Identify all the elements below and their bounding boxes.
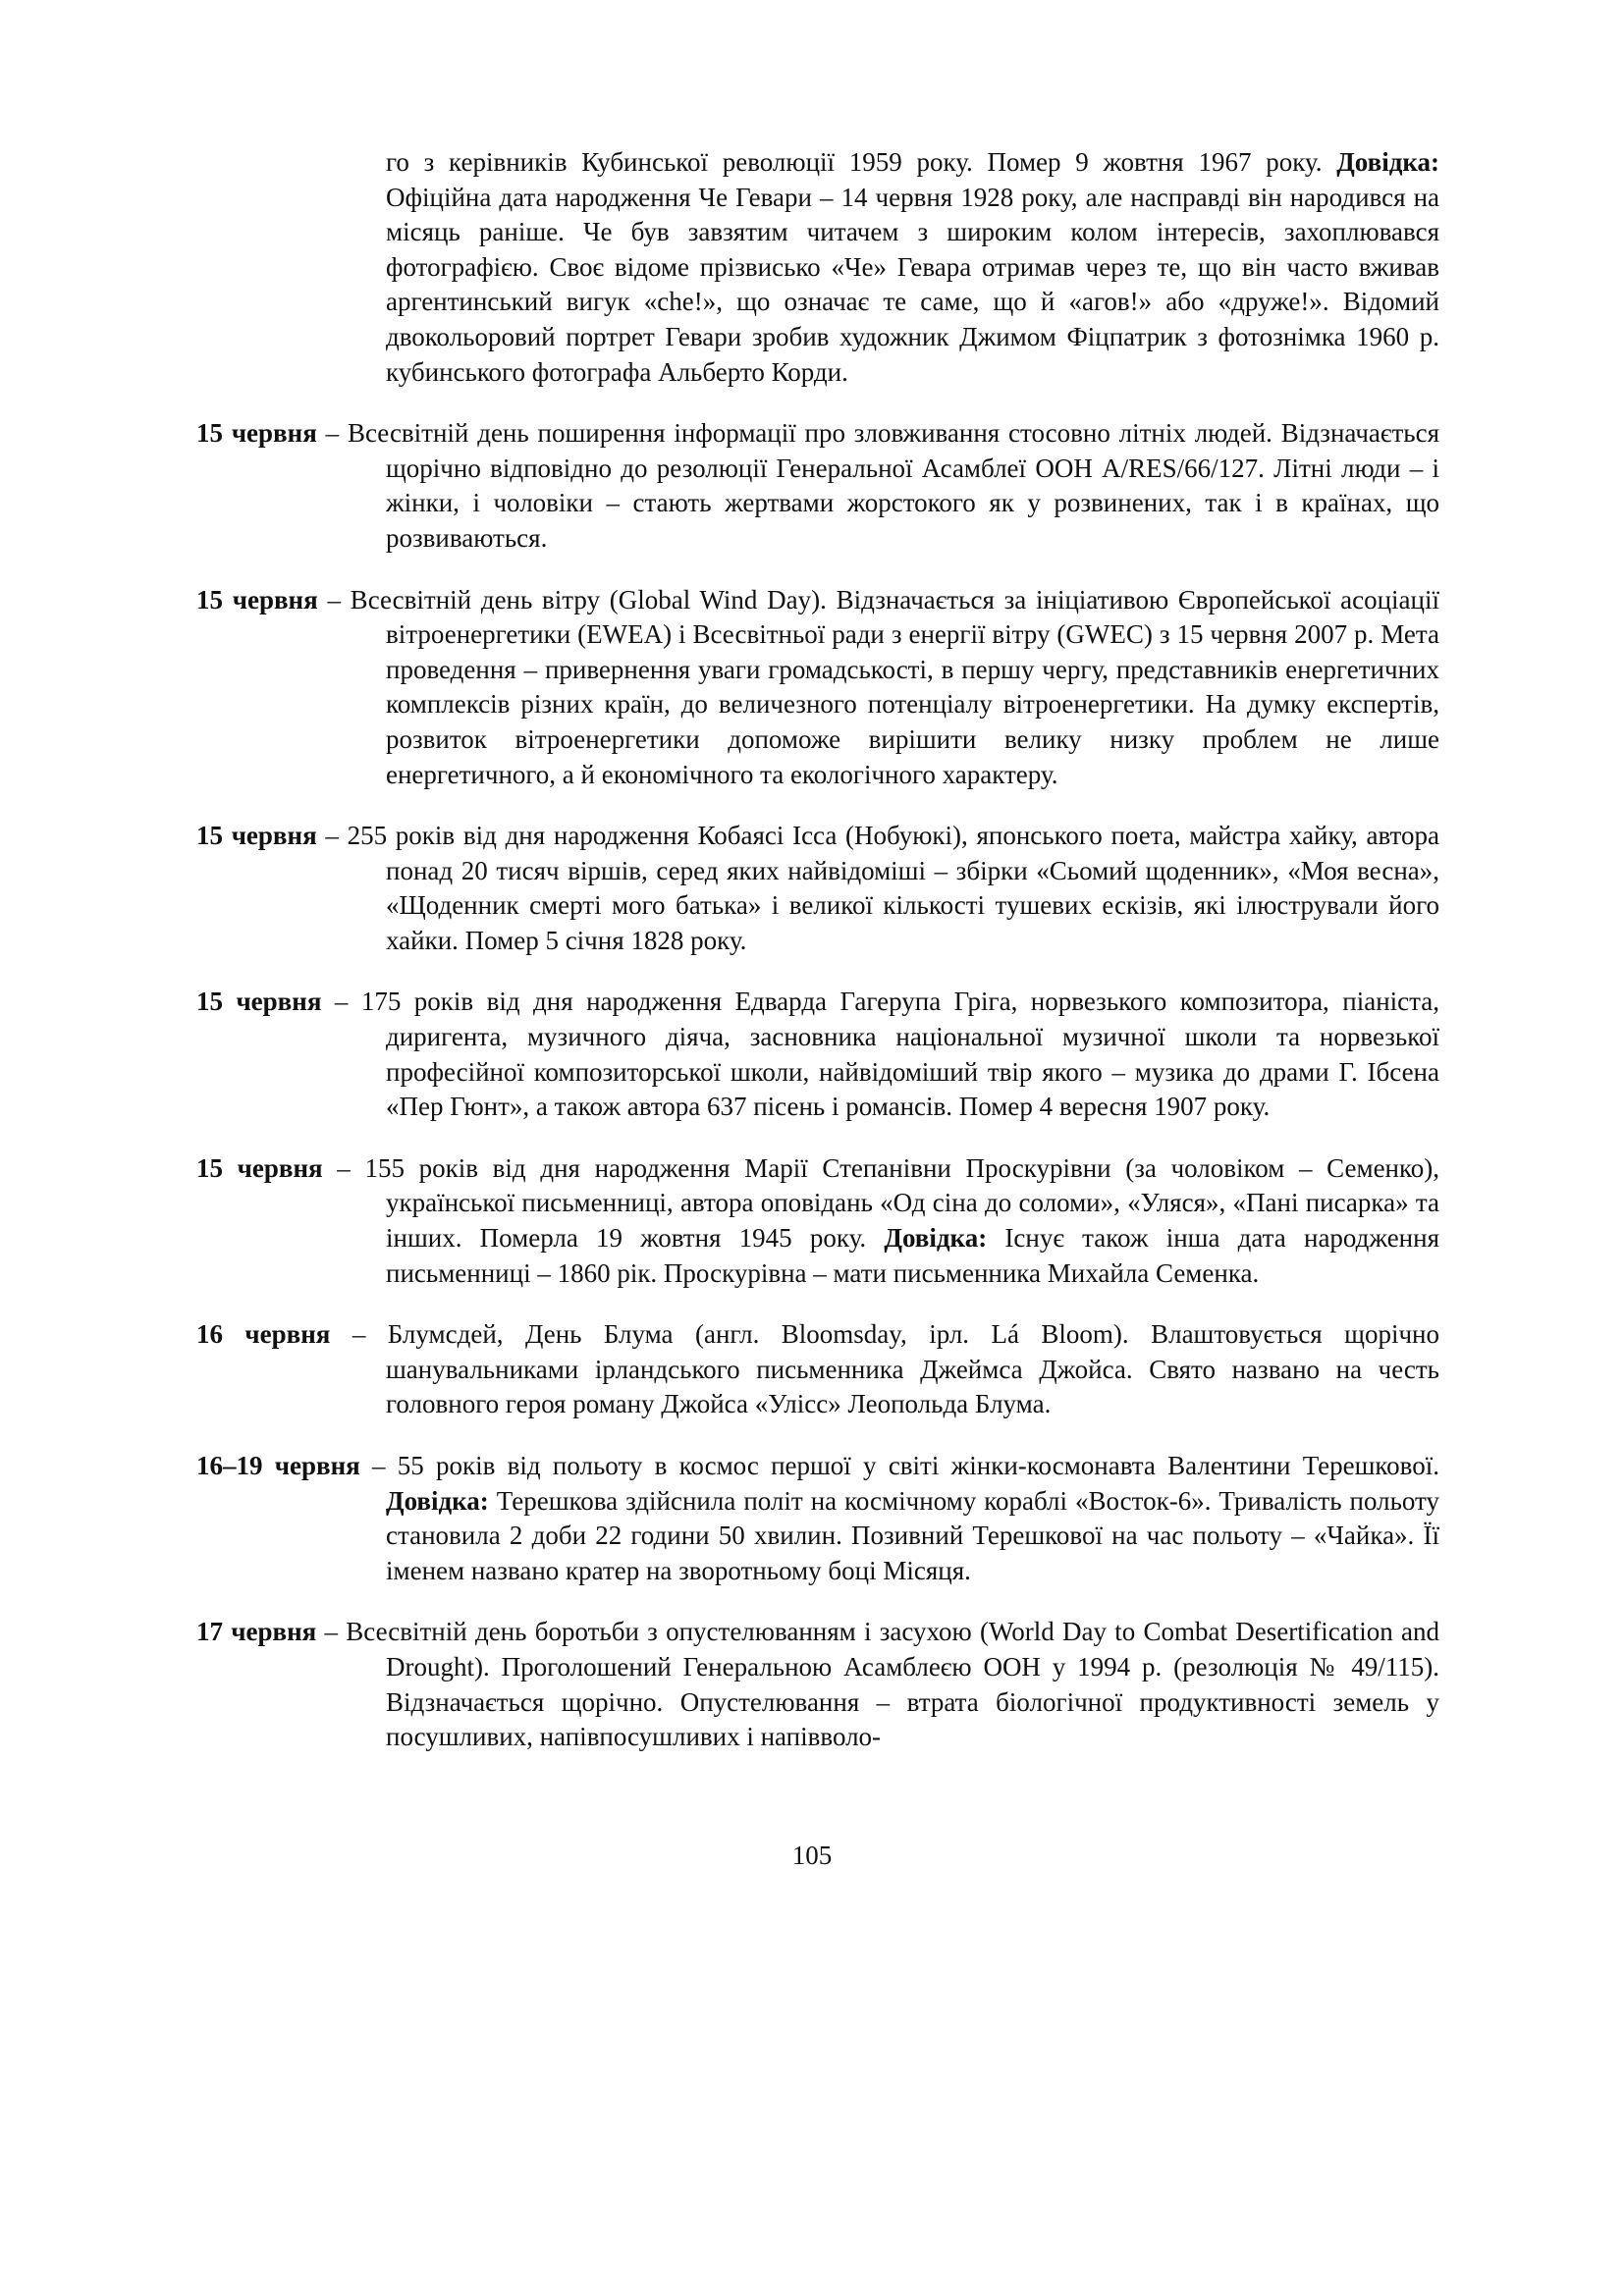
continuation-paragraph [196,145,1439,390]
reference-label: Довідка: [884,1223,988,1254]
calendar-entry [196,1615,1439,1754]
entry-date: 16–19 червня [196,1451,360,1480]
entry-date: 15 червня [196,1152,323,1183]
entry-text: – 255 років від дня народження Кобаясі Ісса (Нобуюкі), японського поета, майстра хайку, автора понад 20 тисяч віршів, серед яких найвідоміші – збірки «Сьомий щоденник», «Моя весна», «Щоденник смерті мого батька» і великої кількості тушевих ескізів, які ілюстрували його хайки. Помер 5 січня 1828 року. [316,821,1439,955]
entry-date: 16 червня [196,1319,331,1350]
main-text [196,145,1439,1767]
reference-label: Довідка: [386,1485,489,1516]
calendar-entry [196,583,1439,793]
calendar-entry [196,1317,1439,1422]
entry-text: – Всесвітній день поширення інформації про зловживання стосовно літніх людей. Відзначається щорічно відповідно до резолюції Генеральної Асамблеї ООН A/RES/66/127. Літні люди – і жінки, і чоловіки – стають жертвами жорстокого як у розвинених, так і в країнах, що розвиваються. [316,418,1439,553]
entry-text: – 155 років від дня народження Марії Степанівни Проскурівни (за чоловіком – Семенко), української письменниці, автора оповідань «Од сіна до соломи», «Уляся», «Пані писарка» та інших. Померла 19 жовтня 1945 року. [322,1152,1439,1254]
entry-date: 15 червня [196,821,317,851]
entry-date: 15 червня [196,987,322,1017]
entry-date: 15 червня [196,418,317,449]
entry-text: – 175 років від дня народження Едварда Гагерупа Гріга, норвезького композитора, піаніста, диригента, музичного діяча, засновника національної музичної школи та норвезької професійної композиторської школи, найвідоміший твір якого – музика до драми Г. Ібсена «Пер Гюнт», а також автора 637 пісень і романсів. Помер 4 вересня 1907 року. [321,987,1439,1122]
paragraph-text: го з керівників Кубинської революції 1959 року. Помер 9 жовтня 1967 року. [386,147,1337,177]
entry-text: – Всесвітній день вітру (Global Wind Day). Відзначається за ініціативою Європейської асоціації вітроенергетики (EWEA) і Всесвітньої ради з енергії вітру (GWEC) з 15 червня 2007 р. Мета проведення – привернення уваги громадськості, в першу чергу, представників енергетичних комплексів різних країн, до величезного потенціалу вітроенергетики. На думку експертів, розвиток вітроенергетики допоможе вирішити велику низку проблем не лише енергетичного, а й економічного та екологічного характеру. [317,584,1439,789]
entry-text: Терешкова здійснила політ на космічному кораблі «Восток-6». Тривалість польоту становила 2 доби 22 години 50 хвилин. Позивний Терешкової на час польоту – «Чайка». Її іменем названо кратер на зворотньому боці Місяця. [386,1485,1439,1585]
entry-date: 17 червня [196,1617,317,1647]
entry-text: – Всесвітній день боротьби з опустелюванням і засухою (World Day to Combat Desertification and Drought). Проголошений Генеральною Асамблеєю ООН у 1994 р. (резолюція № 49/115). Відзначається щорічно. Опустелювання – втрата біологічної продуктивності земель у посушливих, напівпосушливих і напівволо- [316,1617,1439,1752]
calendar-entry [196,1449,1439,1588]
calendar-entry [196,985,1439,1124]
entry-date: 15 червня [196,584,318,614]
paragraph-text: Офіційна дата народження Че Гевари – 14 червня 1928 року, але насправді він народився на місяць раніше. Че був завзятим читачем з широким колом інтересів, захоплювався фотографією. Своє відоме прізвисько «Че» Гевара отримав через те, що він часто вживав аргентинський вигук «che!», що означає те саме, що й «агов!» або «друже!». Відомий двокольоровий портрет Гевари зробив художник Джимом Фіцпатрик з фотознімка 1960 р. кубинського фотографа Альберто Корди. [386,182,1439,387]
calendar-entry [196,1151,1439,1291]
reference-label: Довідка: [1336,147,1439,177]
entry-text: – 55 років від польоту в космос першої у світі жінки-космонавта Валентини Терешкової. [359,1451,1439,1480]
entry-text: Існує також інша дата народження письменниці – 1860 рік. Проскурівна – мати письменника Михайла Семенка. [386,1223,1439,1288]
calendar-entry [196,819,1439,958]
calendar-entry [196,416,1439,556]
page-number: 105 [791,1841,833,1870]
entry-text: – Блумсдей, День Блума (англ. Bloomsday, ірл. Lá Bloom). Влаштовується щорічно шанувальниками ірландського письменника Джеймса Джойса. Свято названо на честь головного героя роману Джойса «Улісс» Леопольда Блума. [330,1319,1439,1419]
